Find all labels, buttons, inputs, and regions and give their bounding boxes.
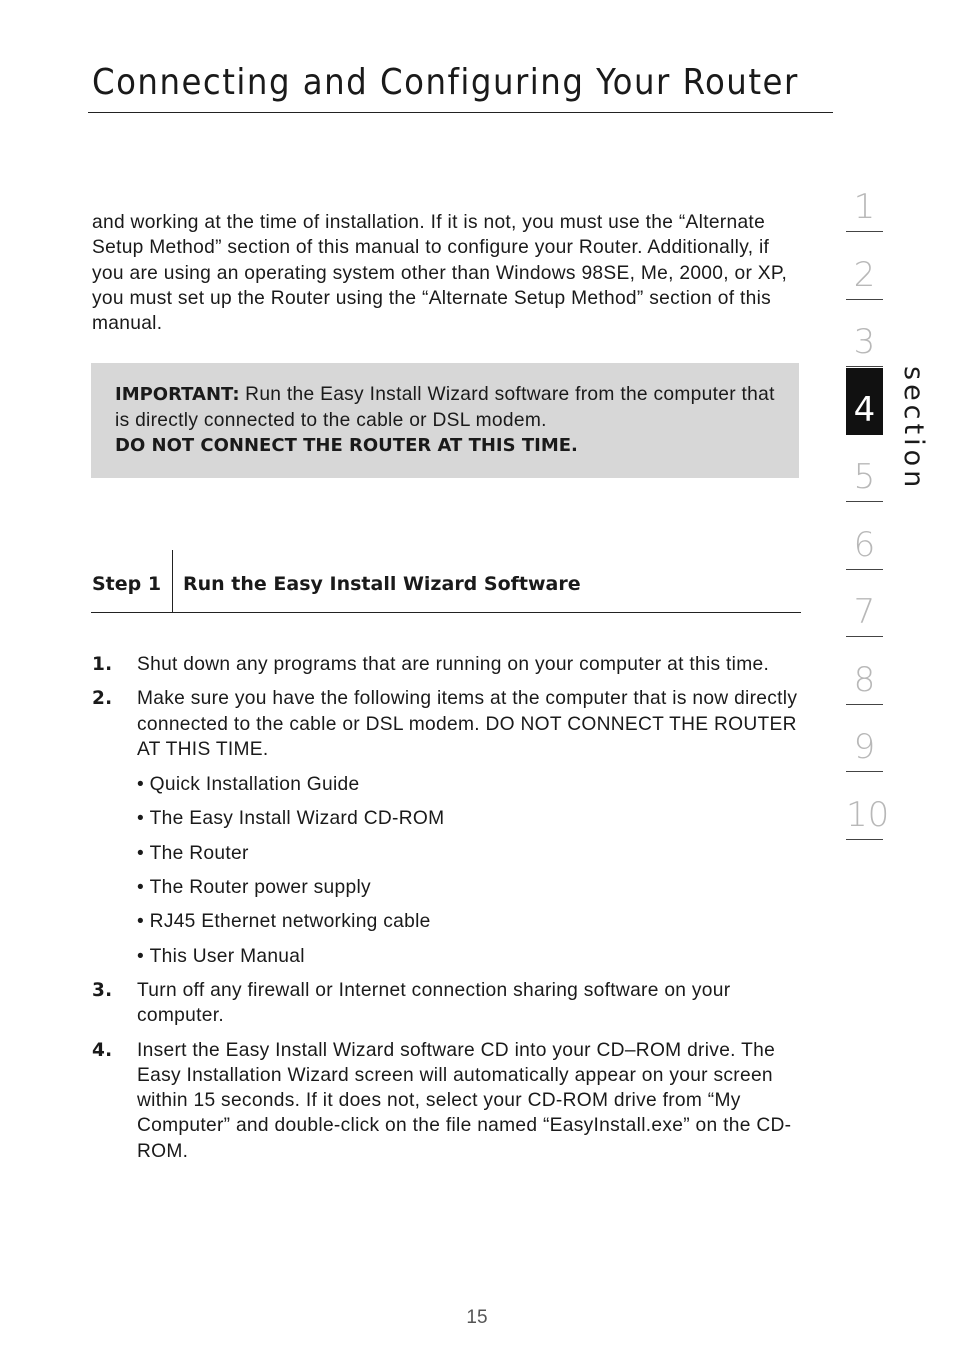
section-tab-7	[846, 570, 883, 637]
section-tab-10	[846, 773, 890, 840]
section-number: 7	[853, 592, 876, 632]
intro-paragraph	[92, 210, 792, 336]
section-tab-9	[846, 705, 883, 772]
section-number: 10	[846, 794, 890, 835]
section-tab-4	[846, 368, 883, 435]
list-item	[92, 652, 802, 677]
step-text: Make sure you have the following items at the computer that is now directly connected to the cable or DSL modem. DO NOT CONNECT THE ROUTER AT THIS TIME.	[137, 688, 798, 760]
section-word: section	[898, 366, 929, 492]
step-label: Step 1	[92, 573, 162, 595]
step-number: 4.	[92, 1039, 113, 1061]
section-tab-3	[846, 300, 883, 367]
step-text: Shut down any programs that are running on your computer at this time.	[137, 654, 770, 675]
step-divider	[172, 550, 173, 612]
bullet-list	[137, 772, 802, 969]
section-number: 9	[853, 727, 876, 767]
intro-text: and working at the time of installation. If it is not, you must use the “Alternate Setup Method” section of this manual to configure your Router. Additionally, if you are using an operating system other than Windows 98SE, Me, 2000, or XP, you must set up the Router using the “Alternate Setup Method” section of this manual.	[92, 212, 788, 335]
list-item	[92, 1038, 802, 1164]
step-title: Run the Easy Install Wizard Software	[183, 573, 581, 595]
important-notice	[91, 363, 799, 478]
important-warning: DO NOT CONNECT THE ROUTER AT THIS TIME.	[115, 435, 578, 456]
important-text-block	[115, 382, 785, 459]
section-tab-5	[846, 435, 883, 502]
page-title: Connecting and Configuring Your Router	[92, 62, 799, 103]
step-text: Insert the Easy Install Wizard software CD into your CD–ROM drive. The Easy Installation Wizard screen will automatically appear on your screen within 15 seconds. If it does not, select your CD-ROM drive from “My Computer” and double-click on the file named “EasyInstall.exe” on the CD-ROM.	[137, 1039, 792, 1162]
step-number: 3.	[92, 979, 113, 1001]
section-tab-8	[846, 638, 883, 705]
step-header	[91, 550, 801, 613]
section-number: 1	[853, 187, 876, 227]
section-nav	[846, 165, 890, 840]
bullet-item: • The Router power supply	[137, 875, 802, 900]
section-number: 8	[853, 659, 876, 700]
important-label: IMPORTANT:	[115, 384, 240, 405]
section-tab-6	[846, 503, 883, 570]
step-number: 1.	[92, 654, 113, 675]
section-tab-1	[846, 165, 883, 232]
list-item	[92, 978, 802, 1029]
important-text: Run the Easy Install Wizard software from the computer that is directly connected to the cable or DSL modem.	[115, 384, 775, 431]
section-number: 6	[853, 524, 876, 565]
section-number: 2	[853, 254, 876, 295]
bullet-item: • This User Manual	[137, 944, 802, 969]
section-tab-2	[846, 233, 883, 300]
bullet-item: • The Router	[137, 841, 802, 866]
step-number: 2.	[92, 688, 113, 710]
bullet-item: • The Easy Install Wizard CD-ROM	[137, 806, 802, 831]
bullet-item: • RJ45 Ethernet networking cable	[137, 909, 802, 934]
steps-list	[92, 652, 802, 1173]
section-number: 5	[853, 457, 876, 497]
bullet-item: • Quick Installation Guide	[137, 772, 802, 797]
section-number: 4	[853, 389, 876, 430]
header-rule	[88, 112, 833, 113]
list-item	[92, 686, 802, 969]
page-number: 15	[466, 1307, 488, 1328]
section-number: 3	[853, 322, 876, 362]
step-text: Turn off any firewall or Internet connection sharing software on your computer.	[137, 979, 731, 1027]
